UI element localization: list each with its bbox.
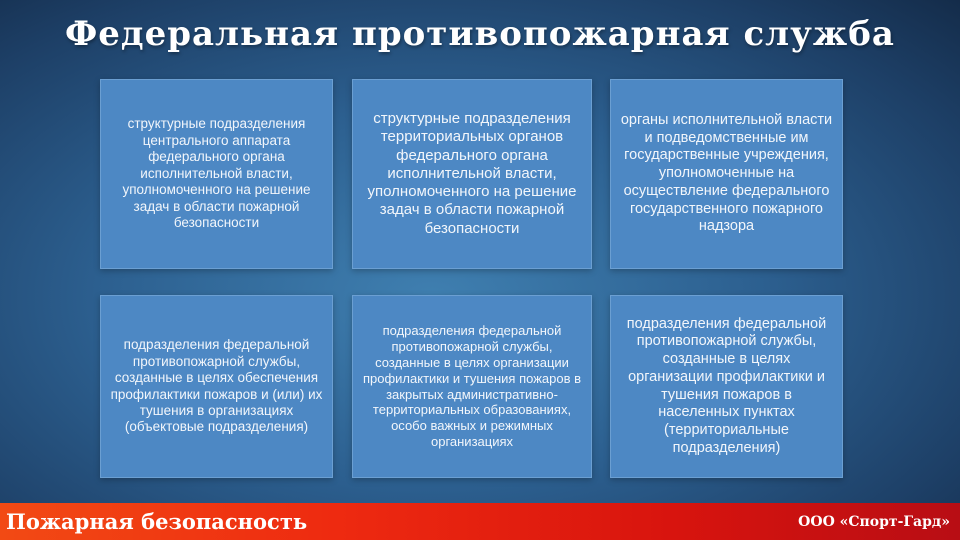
info-box-text: подразделения федеральной противопожарной службы, созданные в целях обеспечения профилактики пожаров и (или) их тушения в организациях (объектовые подразделения) [110,337,323,435]
slide-title: Федеральная противопожарная служба [65,14,895,54]
footer-title: Пожарная безопасность [6,509,308,534]
info-box-executive-authorities [610,79,843,269]
info-box-text: структурные подразделения центрального аппарата федерального органа исполнительной власти, уполномоченного на решение задач в области пожарной безопасности [122,116,311,231]
footer-bar [0,503,960,540]
info-box-territorial-units [610,295,843,478]
info-box-territorial-organs [352,79,592,269]
info-box-closed-territories-units [352,295,592,478]
info-box-text: подразделения федеральной противопожарной службы, созданные в целях организации профилактики и тушения пожаров в закрытых административно-территориальных образованиях, особо важных и режимных организациях [362,323,582,450]
info-box-text: структурные подразделения территориальных органов федерального органа исполнительной власти, уполномоченного на решение задач в области пожарной безопасности [367,109,577,237]
footer-company: ООО «Спорт-Гард» [798,514,950,530]
info-box-text: подразделения федеральной противопожарной службы, созданные в целях организации профилактики и тушения пожаров в населенных пунктах (территориальные подразделения) [626,315,827,456]
info-box-text: органы исполнительной власти и подведомственные им государственные учреждения, уполномоченные на осуществление федерального государственного пожарного надзора [620,112,833,235]
info-box-object-units [100,295,333,478]
info-box-central-apparatus [100,79,333,269]
